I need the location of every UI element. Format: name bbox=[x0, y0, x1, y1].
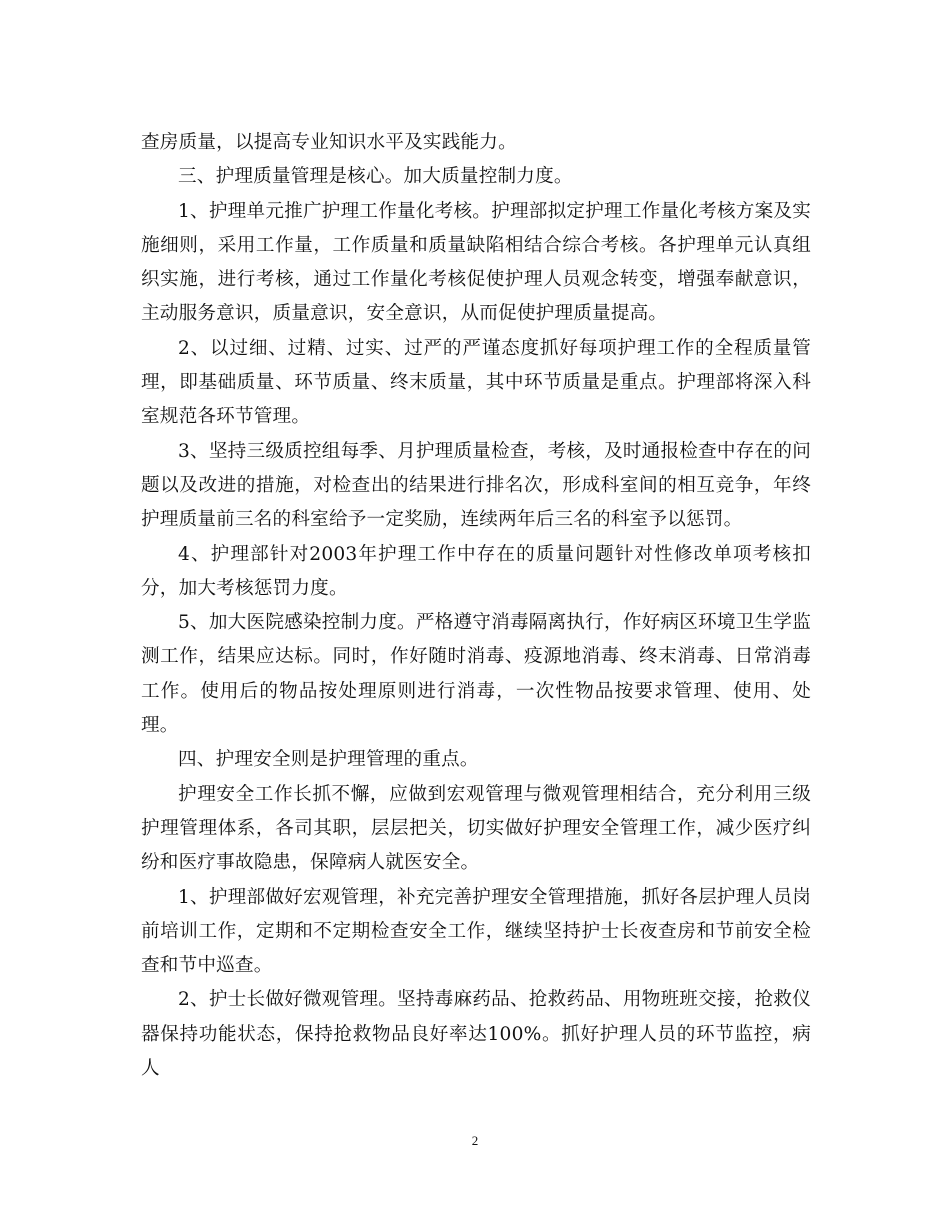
paragraph: 查房质量，以提高专业知识水平及实践能力。 bbox=[141, 132, 517, 153]
paragraph: 5、加大医院感染控制力度。严格遵守消毒隔离执行，作好病区环境卫生学监测工作，结果应达标。同时，作好随时消毒、疫源地消毒、终末消毒、日常消毒工作。使用后的物品按处理原则进行消毒，一次性物品按要求管理、使用、处理。 bbox=[141, 612, 811, 737]
paragraph: 1、护理单元推广护理工作量化考核。护理部拟定护理工作量化考核方案及实施细则，采用工作量，工作质量和质量缺陷相结合综合考核。各护理单元认真组织实施，进行考核，通过工作量化考核促使护理人员观念转变，增强奉献意识，主动服务意识，质量意识，安全意识，从而促使护理质量提高。 bbox=[141, 200, 811, 325]
paragraph: 护理安全工作长抓不懈，应做到宏观管理与微观管理相结合，充分利用三级护理管理体系，各司其职，层层把关，切实做好护理安全管理工作，减少医疗纠纷和医疗事故隐患，保障病人就医安全。 bbox=[141, 783, 811, 874]
paragraph: 2、护士长做好微观管理。坚持毒麻药品、抢救药品、用物班班交接，抢救仪器保持功能状态，保持抢救物品良好率达100%。抓好护理人员的环节监控，病人 bbox=[141, 989, 811, 1080]
paragraph: 2、以过细、过精、过实、过严的严谨态度抓好每项护理工作的全程质量管理，即基础质量、环节质量、终末质量，其中环节质量是重点。护理部将深入科室规范各环节管理。 bbox=[141, 337, 811, 428]
body-text bbox=[141, 126, 811, 1086]
paragraph: 三、护理质量管理是核心。加大质量控制力度。 bbox=[178, 166, 573, 188]
paragraph: 四、护理安全则是护理管理的重点。 bbox=[178, 749, 479, 771]
paragraph: 4、护理部针对2003年护理工作中存在的质量问题针对性修改单项考核扣分，加大考核惩罚力度。 bbox=[141, 543, 811, 599]
paragraph: 3、坚持三级质控组每季、月护理质量检查，考核，及时通报检查中存在的问题以及改进的措施，对检查出的结果进行排名次，形成科室间的相互竞争，年终护理质量前三名的科室给予一定奖励，连续两年后三名的科室予以惩罚。 bbox=[141, 440, 811, 531]
page-number: 2 bbox=[471, 1133, 479, 1148]
paragraph: 1、护理部做好宏观管理，补充完善护理安全管理措施，抓好各层护理人员岗前培训工作，定期和不定期检查安全工作，继续坚持护士长夜查房和节前安全检查和节中巡查。 bbox=[141, 886, 811, 977]
